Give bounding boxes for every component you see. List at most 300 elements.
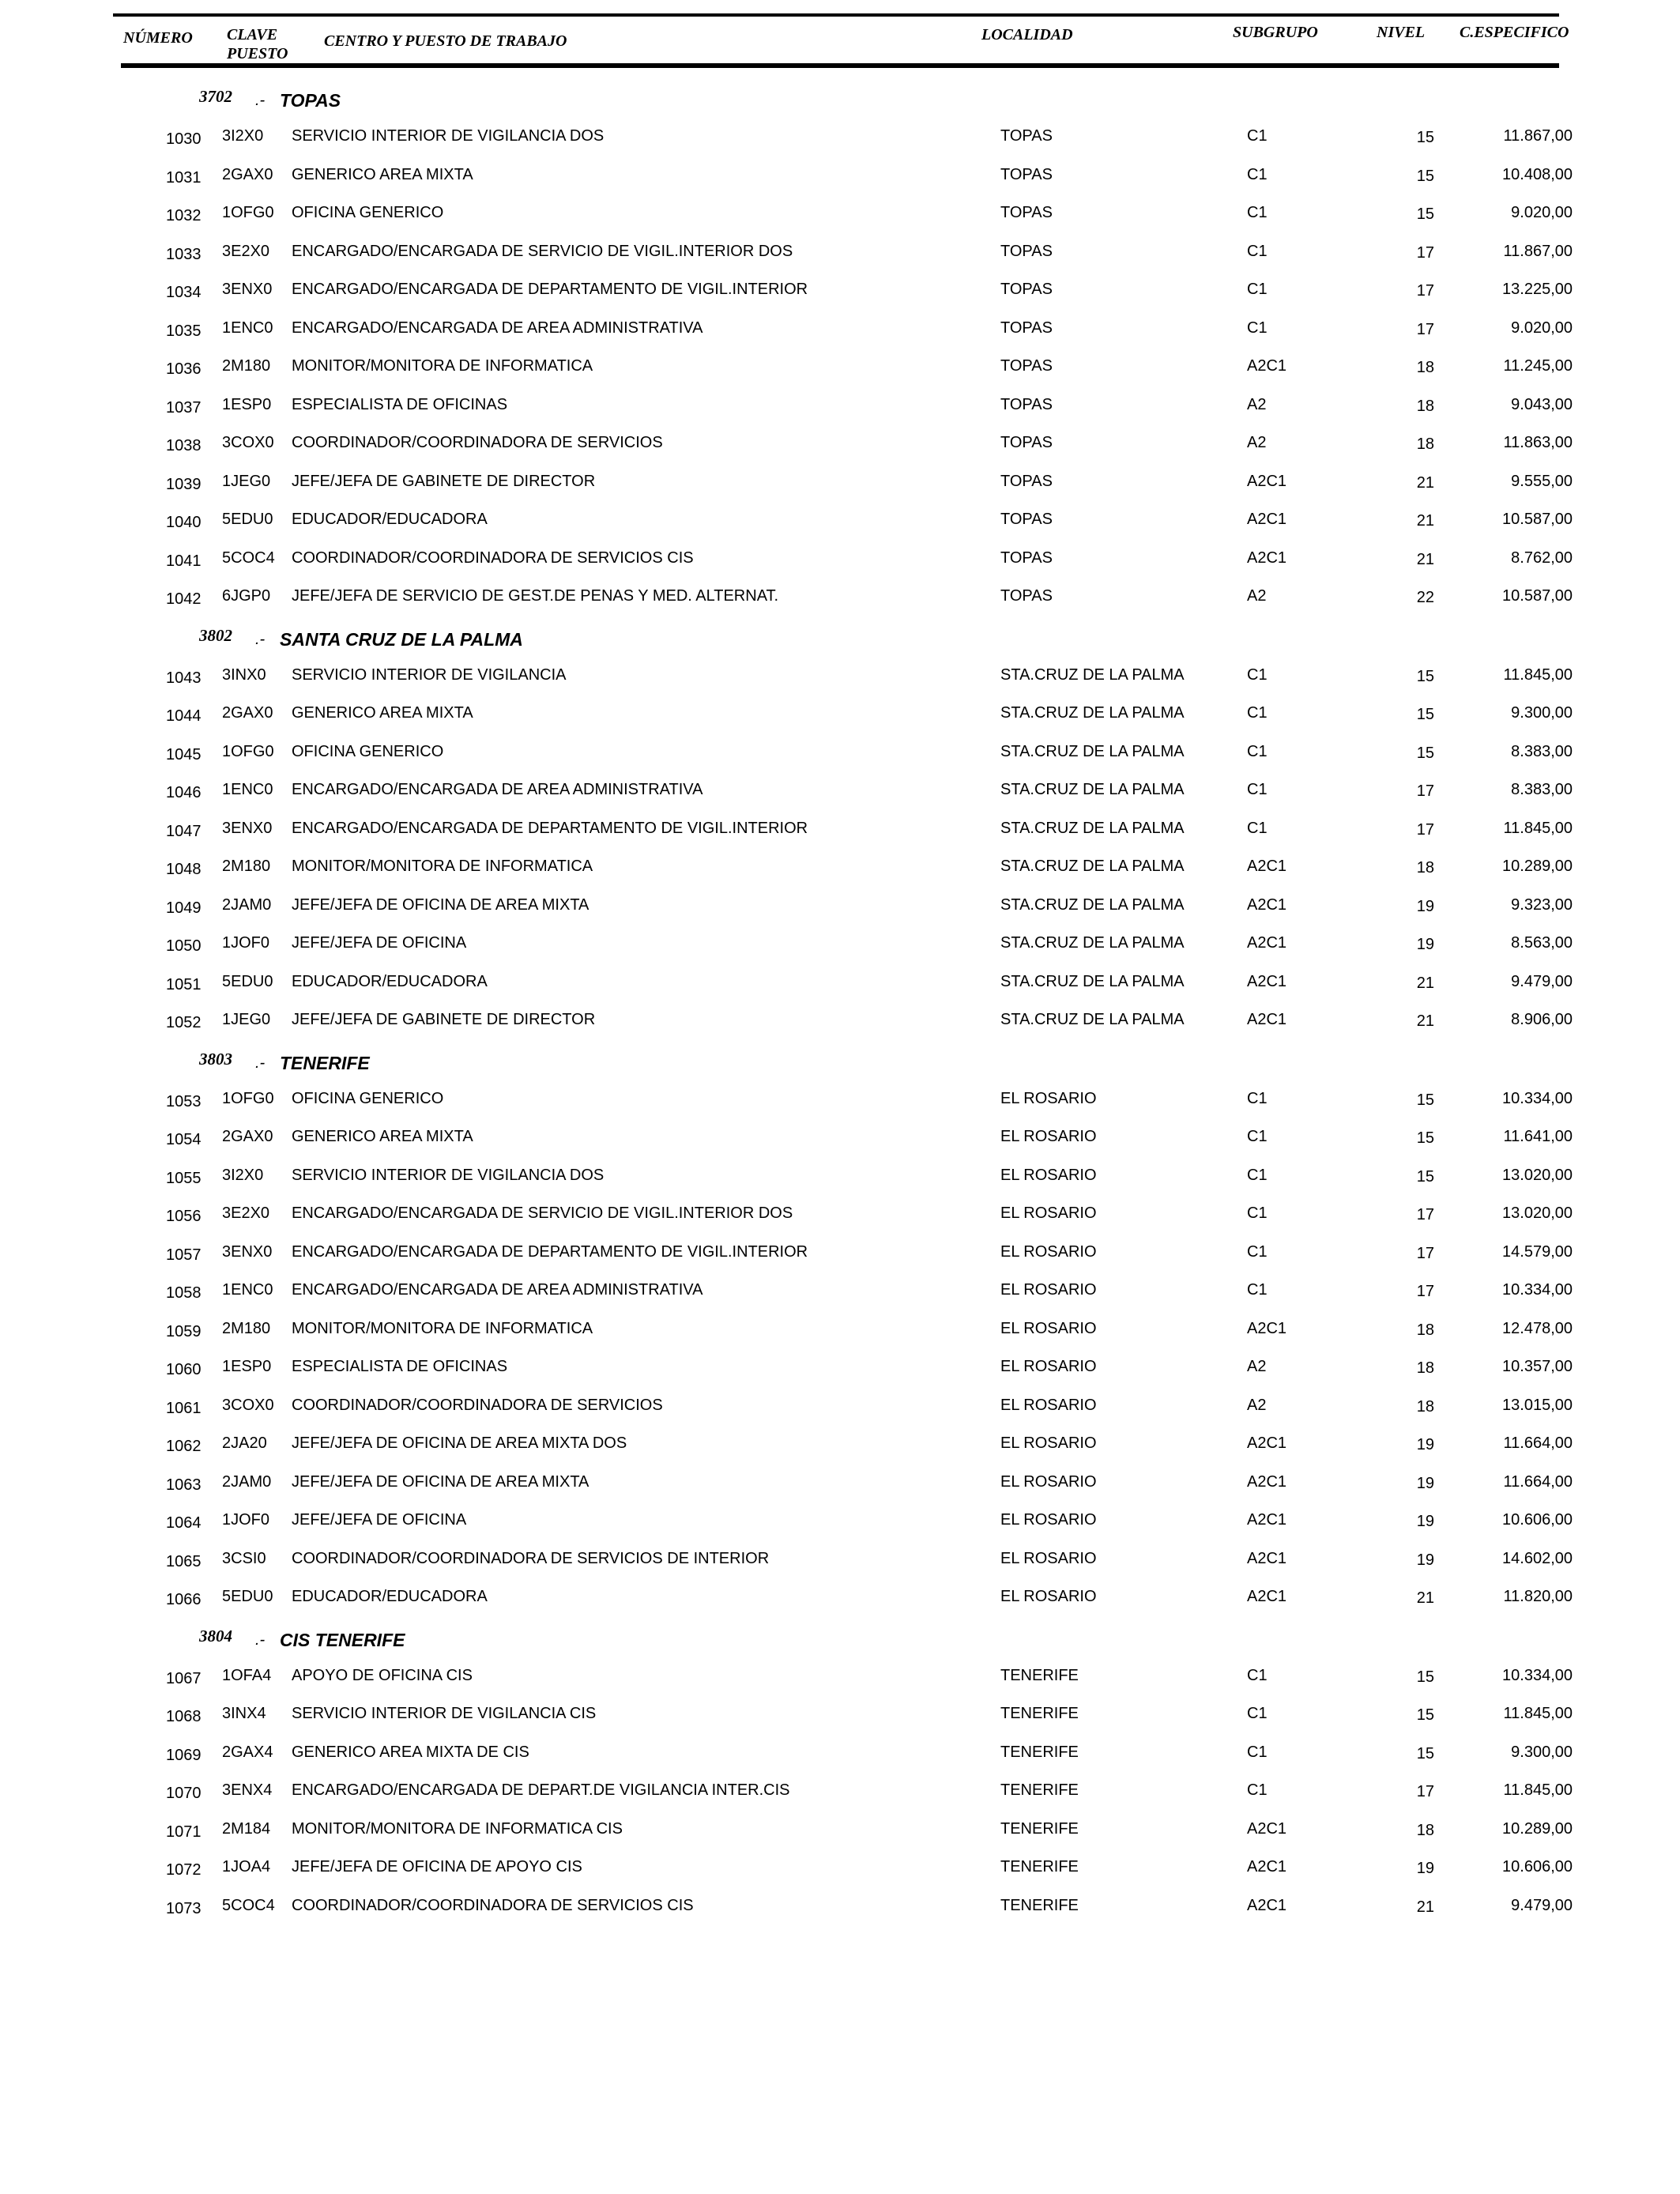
cell-localidad: STA.CRUZ DE LA PALMA — [1000, 895, 1185, 914]
cell-numero: 1035 — [166, 322, 202, 340]
cell-clave-puesto: 3INX0 — [222, 665, 266, 684]
cell-clave-puesto: 3I2X0 — [222, 1166, 264, 1184]
table-row — [0, 1008, 1680, 1039]
table-row — [0, 316, 1680, 348]
cell-puesto: OFICINA GENERICO — [292, 1089, 444, 1107]
cell-subgrupo: C1 — [1247, 781, 1268, 798]
cell-subgrupo: C1 — [1247, 1705, 1268, 1722]
table-row — [0, 663, 1680, 695]
cell-subgrupo: C1 — [1247, 665, 1268, 684]
cell-subgrupo: C1 — [1247, 1204, 1268, 1222]
cell-c-especifico: 9.555,00 — [1511, 472, 1573, 490]
table-row — [0, 354, 1680, 386]
section-header — [0, 84, 1680, 115]
cell-c-especifico: 13.020,00 — [1502, 1166, 1573, 1184]
cell-clave-puesto: 5COC4 — [222, 548, 275, 567]
table-row — [0, 1817, 1680, 1849]
cell-localidad: TOPAS — [1000, 127, 1053, 145]
cell-numero: 1071 — [166, 1823, 202, 1841]
cell-localidad: EL ROSARIO — [1000, 1204, 1097, 1222]
cell-c-especifico: 9.300,00 — [1511, 1743, 1573, 1761]
cell-c-especifico: 10.289,00 — [1502, 858, 1573, 875]
section-code: 3702 — [199, 87, 232, 106]
cell-c-especifico: 10.606,00 — [1502, 1858, 1573, 1875]
cell-localidad: STA.CRUZ DE LA PALMA — [1000, 704, 1185, 722]
table-row — [0, 1702, 1680, 1733]
cell-numero: 1067 — [166, 1669, 202, 1687]
cell-localidad: STA.CRUZ DE LA PALMA — [1000, 1011, 1185, 1028]
cell-clave-puesto: 1OFG0 — [222, 204, 274, 221]
cell-subgrupo: C1 — [1247, 1666, 1268, 1684]
cell-nivel: 22 — [1416, 589, 1434, 606]
cell-puesto: SERVICIO INTERIOR DE VIGILANCIA DOS — [292, 1166, 605, 1184]
cell-subgrupo: C1 — [1247, 1781, 1268, 1799]
cell-puesto: ENCARGADO/ENCARGADA DE SERVICIO DE VIGIL.INTERIOR DOS — [292, 242, 793, 260]
cell-puesto: OFICINA GENERICO — [292, 742, 444, 760]
cell-puesto: EDUCADOR/EDUCADORA — [292, 511, 488, 528]
table-row — [0, 1201, 1680, 1233]
cell-subgrupo: A2C1 — [1247, 1434, 1287, 1452]
table-row — [0, 1240, 1680, 1272]
cell-numero: 1043 — [166, 669, 202, 687]
table-row — [0, 1431, 1680, 1463]
cell-nivel: 17 — [1416, 320, 1434, 338]
table-row — [0, 854, 1680, 886]
header-clave-line2: PUESTO — [227, 45, 288, 62]
table-row — [0, 970, 1680, 1001]
cell-c-especifico: 11.867,00 — [1503, 242, 1573, 260]
cell-nivel: 17 — [1416, 1206, 1434, 1223]
cell-c-especifico: 10.334,00 — [1502, 1281, 1573, 1299]
header-clave-puesto — [227, 25, 288, 63]
cell-subgrupo: A2C1 — [1247, 1011, 1287, 1028]
cell-subgrupo: A2C1 — [1247, 1858, 1287, 1875]
cell-nivel: 18 — [1416, 1359, 1434, 1377]
cell-nivel: 18 — [1416, 1397, 1434, 1416]
cell-puesto: JEFE/JEFA DE OFICINA — [292, 1511, 467, 1529]
cell-numero: 1041 — [166, 552, 202, 570]
cell-numero: 1033 — [166, 245, 202, 263]
cell-nivel: 17 — [1416, 1244, 1434, 1262]
table-row — [0, 546, 1680, 578]
cell-subgrupo: A2C1 — [1247, 548, 1287, 567]
cell-puesto: JEFE/JEFA DE OFICINA DE AREA MIXTA DOS — [292, 1434, 627, 1452]
cell-puesto: COORDINADOR/COORDINADORA DE SERVICIOS CIS — [292, 1896, 694, 1914]
cell-c-especifico: 11.845,00 — [1503, 819, 1573, 837]
cell-subgrupo: C1 — [1247, 1242, 1268, 1261]
cell-numero: 1070 — [166, 1785, 202, 1802]
cell-localidad: EL ROSARIO — [1000, 1128, 1097, 1145]
cell-clave-puesto: 2GAX0 — [222, 1128, 273, 1145]
cell-nivel: 21 — [1416, 1589, 1434, 1607]
cell-subgrupo: A2C1 — [1247, 858, 1287, 875]
table-row — [0, 778, 1680, 809]
cell-c-especifico: 9.479,00 — [1511, 1896, 1573, 1914]
cell-localidad: TOPAS — [1000, 472, 1053, 490]
section-name: TENERIFE — [280, 1052, 370, 1073]
table-row — [0, 1278, 1680, 1310]
cell-localidad: TOPAS — [1000, 204, 1053, 221]
cell-numero: 1063 — [166, 1476, 202, 1494]
cell-clave-puesto: 3ENX4 — [222, 1781, 273, 1799]
cell-subgrupo: A2C1 — [1247, 511, 1287, 528]
table-row — [0, 277, 1680, 309]
cell-clave-puesto: 2JAM0 — [222, 895, 272, 914]
cell-localidad: TOPAS — [1000, 357, 1053, 375]
cell-numero: 1053 — [166, 1092, 202, 1110]
table-row — [0, 469, 1680, 501]
table-row — [0, 816, 1680, 848]
table-row — [0, 1470, 1680, 1502]
cell-c-especifico: 13.020,00 — [1502, 1204, 1573, 1222]
cell-numero: 1048 — [166, 861, 202, 878]
cell-numero: 1044 — [166, 707, 202, 725]
cell-numero: 1065 — [166, 1552, 202, 1570]
cell-localidad: TOPAS — [1000, 434, 1053, 451]
cell-subgrupo: A2C1 — [1247, 934, 1287, 952]
cell-c-especifico: 8.383,00 — [1511, 781, 1573, 798]
section-name: CIS TENERIFE — [280, 1629, 405, 1650]
cell-localidad: STA.CRUZ DE LA PALMA — [1000, 665, 1185, 684]
cell-c-especifico: 9.323,00 — [1511, 895, 1573, 914]
cell-subgrupo: C1 — [1247, 165, 1268, 183]
cell-clave-puesto: 1JOF0 — [222, 934, 270, 952]
cell-clave-puesto: 1OFG0 — [222, 1089, 274, 1107]
cell-subgrupo: A2 — [1247, 395, 1267, 413]
cell-localidad: TOPAS — [1000, 165, 1053, 183]
cell-puesto: ESPECIALISTA DE OFICINAS — [292, 1358, 508, 1375]
cell-nivel: 15 — [1416, 667, 1434, 685]
cell-puesto: ENCARGADO/ENCARGADA DE DEPARTAMENTO DE VIGIL.INTERIOR — [292, 819, 808, 837]
cell-localidad: TENERIFE — [1000, 1705, 1079, 1722]
cell-c-especifico: 10.334,00 — [1502, 1666, 1573, 1684]
cell-subgrupo: C1 — [1247, 1281, 1268, 1299]
cell-nivel: 19 — [1416, 1860, 1434, 1877]
cell-clave-puesto: 3ENX0 — [222, 819, 273, 837]
cell-subgrupo: A2C1 — [1247, 1896, 1287, 1914]
cell-localidad: EL ROSARIO — [1000, 1511, 1097, 1529]
cell-c-especifico: 8.906,00 — [1511, 1011, 1573, 1028]
section-code: 3804 — [199, 1626, 232, 1646]
cell-c-especifico: 11.664,00 — [1503, 1472, 1573, 1491]
cell-subgrupo: C1 — [1247, 319, 1268, 337]
cell-localidad: EL ROSARIO — [1000, 1434, 1097, 1452]
table-row — [0, 1778, 1680, 1810]
cell-nivel: 21 — [1416, 473, 1434, 492]
cell-numero: 1034 — [166, 284, 202, 301]
cell-clave-puesto: 1OFG0 — [222, 742, 274, 760]
cell-nivel: 19 — [1416, 1513, 1434, 1530]
cell-puesto: JEFE/JEFA DE OFICINA — [292, 934, 467, 952]
section-separator: .- — [255, 630, 266, 648]
section-header — [0, 1046, 1680, 1078]
table-row — [0, 893, 1680, 925]
cell-localidad: TENERIFE — [1000, 1819, 1079, 1838]
cell-subgrupo: C1 — [1247, 704, 1268, 722]
cell-nivel: 15 — [1416, 744, 1434, 762]
cell-subgrupo: C1 — [1247, 1166, 1268, 1184]
cell-subgrupo: C1 — [1247, 242, 1268, 260]
cell-localidad: TENERIFE — [1000, 1858, 1079, 1875]
cell-c-especifico: 10.289,00 — [1502, 1819, 1573, 1838]
header-centro: CENTRO Y PUESTO DE TRABAJO — [324, 32, 567, 50]
cell-clave-puesto: 1JOA4 — [222, 1858, 271, 1875]
table-row — [0, 1317, 1680, 1348]
cell-localidad: EL ROSARIO — [1000, 1358, 1097, 1375]
cell-puesto: SERVICIO INTERIOR DE VIGILANCIA CIS — [292, 1705, 597, 1722]
cell-subgrupo: A2C1 — [1247, 1472, 1287, 1491]
cell-nivel: 19 — [1416, 1436, 1434, 1453]
cell-nivel: 17 — [1416, 782, 1434, 800]
cell-nivel: 15 — [1416, 706, 1434, 723]
cell-numero: 1036 — [166, 360, 202, 378]
cell-puesto: SERVICIO INTERIOR DE VIGILANCIA — [292, 665, 567, 684]
cell-c-especifico: 11.845,00 — [1503, 1781, 1573, 1799]
cell-clave-puesto: 5EDU0 — [222, 1588, 273, 1605]
cell-clave-puesto: 3I2X0 — [222, 127, 264, 145]
cell-c-especifico: 9.300,00 — [1511, 704, 1573, 722]
cell-puesto: GENERICO AREA MIXTA — [292, 1128, 473, 1145]
table-row — [0, 163, 1680, 194]
cell-nivel: 15 — [1416, 129, 1434, 146]
cell-nivel: 15 — [1416, 1706, 1434, 1724]
cell-c-especifico: 11.245,00 — [1503, 357, 1573, 375]
section-header — [0, 1623, 1680, 1655]
cell-subgrupo: A2 — [1247, 434, 1267, 451]
cell-numero: 1056 — [166, 1208, 202, 1225]
cell-c-especifico: 11.641,00 — [1503, 1128, 1573, 1145]
cell-localidad: EL ROSARIO — [1000, 1242, 1097, 1261]
cell-subgrupo: C1 — [1247, 1743, 1268, 1761]
cell-numero: 1045 — [166, 745, 202, 763]
cell-nivel: 17 — [1416, 243, 1434, 262]
cell-clave-puesto: 3CSI0 — [222, 1549, 266, 1567]
cell-numero: 1051 — [166, 975, 202, 993]
cell-c-especifico: 13.225,00 — [1502, 281, 1573, 298]
cell-nivel: 18 — [1416, 859, 1434, 876]
cell-puesto: MONITOR/MONITORA DE INFORMATICA — [292, 858, 593, 875]
table-row — [0, 1087, 1680, 1118]
cell-numero: 1061 — [166, 1399, 202, 1417]
cell-c-especifico: 11.867,00 — [1503, 127, 1573, 145]
cell-clave-puesto: 3ENX0 — [222, 281, 273, 298]
cell-puesto: MONITOR/MONITORA DE INFORMATICA — [292, 357, 593, 375]
cell-clave-puesto: 1JEG0 — [222, 472, 271, 490]
cell-c-especifico: 9.479,00 — [1511, 972, 1573, 990]
cell-clave-puesto: 1JEG0 — [222, 1011, 271, 1028]
cell-nivel: 15 — [1416, 1129, 1434, 1147]
cell-clave-puesto: 5EDU0 — [222, 511, 273, 528]
cell-numero: 1062 — [166, 1438, 202, 1455]
cell-localidad: TOPAS — [1000, 281, 1053, 298]
section-name: SANTA CRUZ DE LA PALMA — [280, 628, 523, 650]
section-name: TOPAS — [280, 90, 341, 111]
section-separator: .- — [255, 1054, 266, 1072]
cell-c-especifico: 8.383,00 — [1511, 742, 1573, 760]
cell-subgrupo: A2C1 — [1247, 1319, 1287, 1337]
cell-nivel: 21 — [1416, 550, 1434, 568]
cell-numero: 1054 — [166, 1131, 202, 1148]
cell-localidad: STA.CRUZ DE LA PALMA — [1000, 742, 1185, 760]
cell-c-especifico: 10.606,00 — [1502, 1511, 1573, 1529]
cell-localidad: STA.CRUZ DE LA PALMA — [1000, 781, 1185, 798]
cell-puesto: ENCARGADO/ENCARGADA DE SERVICIO DE VIGIL.INTERIOR DOS — [292, 1204, 793, 1222]
cell-clave-puesto: 3E2X0 — [222, 242, 270, 260]
table-row — [0, 1355, 1680, 1386]
cell-c-especifico: 14.602,00 — [1502, 1549, 1573, 1567]
cell-clave-puesto: 1ENC0 — [222, 781, 273, 798]
cell-clave-puesto: 2JA20 — [222, 1434, 267, 1452]
cell-clave-puesto: 2GAX4 — [222, 1743, 273, 1761]
cell-nivel: 19 — [1416, 897, 1434, 915]
cell-clave-puesto: 2GAX0 — [222, 704, 273, 722]
cell-subgrupo: C1 — [1247, 1089, 1268, 1107]
table-row — [0, 1855, 1680, 1887]
cell-localidad: EL ROSARIO — [1000, 1396, 1097, 1414]
cell-numero: 1055 — [166, 1169, 202, 1187]
cell-numero: 1057 — [166, 1246, 202, 1264]
cell-nivel: 21 — [1416, 1012, 1434, 1030]
table-row — [0, 1163, 1680, 1195]
cell-clave-puesto: 2GAX0 — [222, 165, 273, 183]
section-separator: .- — [255, 1630, 266, 1649]
cell-localidad: STA.CRUZ DE LA PALMA — [1000, 858, 1185, 875]
cell-localidad: EL ROSARIO — [1000, 1549, 1097, 1567]
cell-numero: 1059 — [166, 1322, 202, 1340]
cell-numero: 1073 — [166, 1899, 202, 1917]
cell-clave-puesto: 1ENC0 — [222, 1281, 273, 1299]
cell-numero: 1038 — [166, 437, 202, 454]
cell-localidad: STA.CRUZ DE LA PALMA — [1000, 819, 1185, 837]
cell-localidad: TENERIFE — [1000, 1896, 1079, 1914]
cell-clave-puesto: 2M184 — [222, 1819, 271, 1838]
cell-numero: 1050 — [166, 937, 202, 955]
table-row — [0, 931, 1680, 963]
cell-nivel: 19 — [1416, 1551, 1434, 1569]
cell-c-especifico: 10.334,00 — [1502, 1089, 1573, 1107]
cell-puesto: JEFE/JEFA DE OFICINA DE AREA MIXTA — [292, 895, 590, 914]
cell-clave-puesto: 1ESP0 — [222, 395, 272, 413]
cell-numero: 1039 — [166, 475, 202, 493]
cell-puesto: GENERICO AREA MIXTA — [292, 704, 473, 722]
section-separator: .- — [255, 92, 266, 109]
cell-nivel: 21 — [1416, 512, 1434, 530]
cell-clave-puesto: 1ESP0 — [222, 1358, 272, 1375]
table-row — [0, 239, 1680, 271]
cell-puesto: JEFE/JEFA DE SERVICIO DE GEST.DE PENAS Y MED. ALTERNAT. — [292, 587, 779, 605]
table-row — [0, 201, 1680, 232]
cell-puesto: MONITOR/MONITORA DE INFORMATICA CIS — [292, 1819, 623, 1838]
cell-localidad: STA.CRUZ DE LA PALMA — [1000, 972, 1185, 990]
cell-nivel: 18 — [1416, 1821, 1434, 1839]
cell-nivel: 18 — [1416, 435, 1434, 453]
cell-numero: 1058 — [166, 1284, 202, 1302]
cell-numero: 1037 — [166, 398, 202, 417]
cell-localidad: TOPAS — [1000, 511, 1053, 528]
cell-subgrupo: C1 — [1247, 127, 1268, 145]
cell-nivel: 19 — [1416, 1474, 1434, 1492]
cell-subgrupo: C1 — [1247, 819, 1268, 837]
cell-c-especifico: 10.357,00 — [1502, 1358, 1573, 1375]
cell-puesto: APOYO DE OFICINA CIS — [292, 1666, 473, 1684]
cell-subgrupo: C1 — [1247, 1128, 1268, 1145]
cell-nivel: 18 — [1416, 397, 1434, 415]
table-row — [0, 1547, 1680, 1578]
header-c-especifico: C.ESPECIFICO — [1460, 24, 1569, 41]
cell-numero: 1046 — [166, 784, 202, 801]
cell-localidad: STA.CRUZ DE LA PALMA — [1000, 934, 1185, 952]
cell-c-especifico: 11.845,00 — [1503, 1705, 1573, 1722]
cell-puesto: ENCARGADO/ENCARGADA DE DEPARTAMENTO DE VIGIL.INTERIOR — [292, 1242, 808, 1261]
cell-c-especifico: 11.664,00 — [1503, 1434, 1573, 1452]
cell-nivel: 15 — [1416, 1744, 1434, 1762]
cell-subgrupo: A2C1 — [1247, 1588, 1287, 1605]
header-localidad: LOCALIDAD — [981, 26, 1073, 43]
cell-puesto: ENCARGADO/ENCARGADA DE DEPARTAMENTO DE VIGIL.INTERIOR — [292, 281, 808, 298]
cell-subgrupo: A2C1 — [1247, 1819, 1287, 1838]
cell-subgrupo: C1 — [1247, 281, 1268, 298]
table-row — [0, 507, 1680, 539]
header-clave-line1: CLAVE — [227, 26, 278, 43]
cell-numero: 1031 — [166, 168, 202, 187]
cell-puesto: OFICINA GENERICO — [292, 204, 444, 221]
cell-numero: 1042 — [166, 590, 202, 608]
cell-c-especifico: 14.579,00 — [1502, 1242, 1573, 1261]
header-subgrupo: SUBGRUPO — [1233, 24, 1318, 41]
cell-clave-puesto: 5COC4 — [222, 1896, 275, 1914]
cell-subgrupo: A2C1 — [1247, 1511, 1287, 1529]
cell-puesto: ENCARGADO/ENCARGADA DE AREA ADMINISTRATIVA — [292, 1281, 703, 1299]
cell-nivel: 17 — [1416, 1783, 1434, 1800]
cell-c-especifico: 11.820,00 — [1503, 1588, 1573, 1605]
cell-numero: 1069 — [166, 1746, 202, 1764]
cell-nivel: 15 — [1416, 167, 1434, 185]
cell-puesto: JEFE/JEFA DE GABINETE DE DIRECTOR — [292, 472, 596, 490]
cell-localidad: EL ROSARIO — [1000, 1281, 1097, 1299]
cell-subgrupo: A2C1 — [1247, 972, 1287, 990]
section-code: 3803 — [199, 1049, 232, 1069]
cell-puesto: JEFE/JEFA DE OFICINA DE AREA MIXTA — [292, 1472, 590, 1491]
cell-localidad: TENERIFE — [1000, 1743, 1079, 1761]
cell-clave-puesto: 3COX0 — [222, 434, 274, 451]
table-row — [0, 1740, 1680, 1772]
cell-c-especifico: 12.478,00 — [1502, 1319, 1573, 1337]
cell-puesto: COORDINADOR/COORDINADORA DE SERVICIOS DE INTERIOR — [292, 1549, 770, 1567]
cell-c-especifico: 11.863,00 — [1503, 434, 1573, 451]
cell-clave-puesto: 2M180 — [222, 858, 271, 875]
cell-subgrupo: A2C1 — [1247, 1549, 1287, 1567]
section-header — [0, 623, 1680, 654]
cell-localidad: TOPAS — [1000, 395, 1053, 413]
cell-localidad: TENERIFE — [1000, 1781, 1079, 1799]
cell-c-especifico: 9.020,00 — [1511, 204, 1573, 221]
top-rule — [113, 13, 1559, 17]
cell-nivel: 15 — [1416, 205, 1434, 223]
table-row — [0, 124, 1680, 156]
cell-clave-puesto: 3ENX0 — [222, 1242, 273, 1261]
header-nivel: NIVEL — [1377, 24, 1426, 41]
cell-c-especifico: 10.408,00 — [1502, 165, 1573, 183]
cell-nivel: 15 — [1416, 1167, 1434, 1186]
cell-puesto: COORDINADOR/COORDINADORA DE SERVICIOS — [292, 1396, 663, 1414]
cell-puesto: EDUCADOR/EDUCADORA — [292, 1588, 488, 1605]
table-row — [0, 740, 1680, 771]
table-row — [0, 1585, 1680, 1616]
cell-nivel: 15 — [1416, 1668, 1434, 1686]
cell-clave-puesto: 3INX4 — [222, 1705, 266, 1722]
cell-puesto: COORDINADOR/COORDINADORA DE SERVICIOS CIS — [292, 548, 694, 567]
cell-numero: 1064 — [166, 1514, 202, 1532]
